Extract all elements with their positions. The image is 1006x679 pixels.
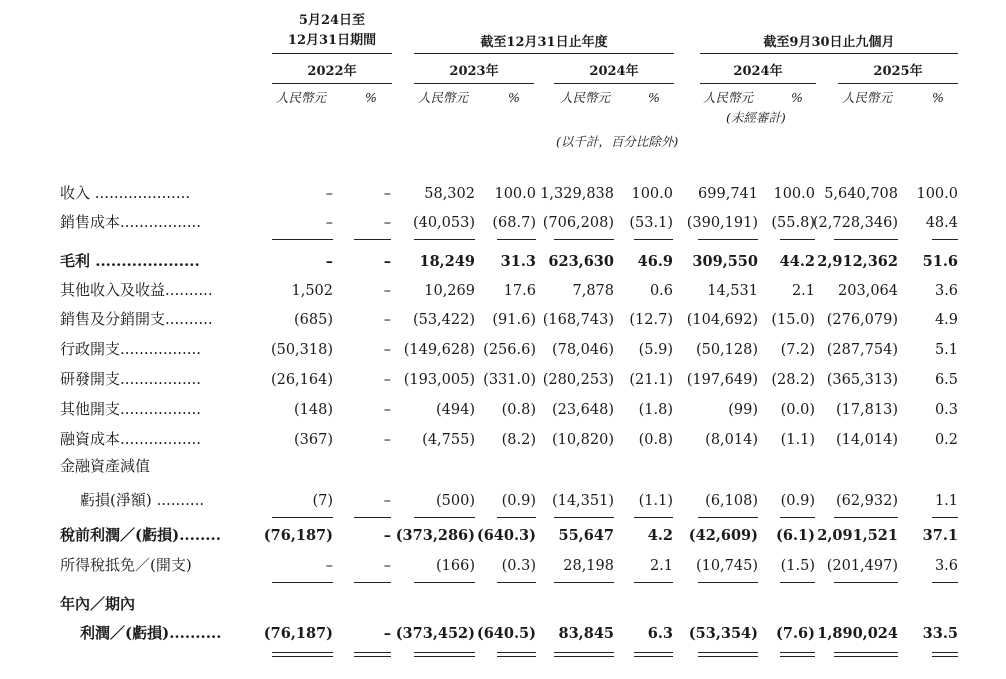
cell-value: 18,249 [419,253,475,270]
cell-value: 0.3 [934,402,958,418]
cell-value: (0.0) [780,402,815,418]
unit-label-9: 人民幣元 [842,90,893,105]
rule-year-2025-9m [838,83,958,84]
unit-note: (以千計，百分比除外) [556,134,679,149]
cell-value: 44.2 [779,253,815,270]
cell-value: (91.6) [492,312,536,328]
year-2023: 2023年 [449,64,499,79]
row-label: 收入 .................... [60,184,191,202]
cell-value: (331.0) [483,372,536,388]
rule-9m-group [700,53,958,54]
cell-value: (640.3) [476,527,536,544]
single-rule [780,239,815,240]
unit-label-7: 人民幣元 [703,90,754,105]
cell-value: – [383,342,391,358]
single-rule [780,582,815,583]
cell-value: (4,755) [422,432,475,448]
single-rule [554,517,614,518]
cell-value: – [383,527,391,544]
cell-value: 623,630 [548,253,614,270]
cell-value: 28,198 [563,558,614,574]
cell-value: – [325,186,333,202]
double-rule [354,652,391,657]
cell-value: (276,079) [826,312,898,328]
cell-value: – [383,253,391,270]
cell-value: (104,692) [686,312,758,328]
cell-value: (166) [436,558,475,574]
cell-value: (0.9) [501,493,536,509]
single-rule [698,517,758,518]
cell-value: (76,187) [263,625,333,642]
cell-value: (53,354) [688,625,758,642]
single-rule [698,239,758,240]
single-rule [272,239,333,240]
cell-value: 7,878 [572,283,614,299]
unit-label-8: % [791,90,803,105]
cell-value: 0.2 [934,432,958,448]
single-rule [780,517,815,518]
row-label: 研發開支................. [60,370,202,388]
cell-value: (280,253) [542,372,614,388]
cell-value: (1.8) [638,402,673,418]
cell-value: – [383,215,391,231]
single-rule [634,582,673,583]
cell-value: (7.2) [780,342,815,358]
cell-value: 83,845 [558,625,614,642]
cell-value: (0.8) [638,432,673,448]
cell-value: 14,531 [707,283,758,299]
row-label: 銷售及分銷開支.......... [60,310,213,328]
cell-value: – [383,312,391,328]
cell-value: (197,649) [686,372,758,388]
double-rule [698,652,758,657]
cell-value: – [383,402,391,418]
double-rule [414,652,475,657]
year-2024-9m: 2024年 [733,64,783,79]
single-rule [354,582,391,583]
cell-value: (706,208) [542,215,614,231]
single-rule [272,582,333,583]
cell-value: (53.1) [629,215,673,231]
cell-value: (14,351) [551,493,614,509]
cell-value: (373,452) [395,625,475,642]
cell-value: (53,422) [412,312,475,328]
cell-value: (62,932) [835,493,898,509]
cell-value: 0.6 [649,283,673,299]
cell-value: (367) [294,432,333,448]
cell-value: 2.1 [649,558,673,574]
cell-value: (149,628) [403,342,475,358]
rule-year-2024-fy [554,83,674,84]
cell-value: (0.9) [780,493,815,509]
period-2022-line1: 5月24日至 [298,13,366,28]
cell-value: (373,286) [395,527,475,544]
cell-value: (1.1) [780,432,815,448]
rule-2022-period [272,53,392,54]
single-rule [354,517,391,518]
cell-value: (1.1) [638,493,673,509]
cell-value: (365,313) [826,372,898,388]
cell-value: 46.9 [637,253,673,270]
cell-value: (0.3) [501,558,536,574]
row-label: 金融資產減值 [60,457,151,475]
single-rule [634,517,673,518]
cell-value: 37.1 [922,527,958,544]
cell-value: (287,754) [826,342,898,358]
single-rule [554,582,614,583]
row-label: 稅前利潤／(虧損)........ [60,526,221,544]
single-rule [414,582,475,583]
cell-value: 33.5 [922,625,958,642]
cell-value: (1.5) [780,558,815,574]
row-label: 利潤／(虧損).......... [80,624,222,642]
cell-value: (17,813) [835,402,898,418]
row-label: 毛利 .................... [60,252,200,270]
cell-value: (5.9) [638,342,673,358]
double-rule [932,652,958,657]
single-rule [497,517,536,518]
cell-value: 309,550 [692,253,758,270]
cell-value: 2,912,362 [817,253,898,270]
cell-value: (8,014) [705,432,758,448]
single-rule [414,517,475,518]
period-2022-line2: 12月31日期間 [287,33,377,48]
cell-value: (76,187) [263,527,333,544]
group-fy-heading: 截至12月31日止年度 [480,35,608,50]
row-label: 行政開支................. [60,340,202,358]
cell-value: – [325,215,333,231]
cell-value: 1,890,024 [817,625,898,642]
cell-value: – [383,625,391,642]
group-9m-heading: 截至9月30日止九個月 [763,35,895,50]
cell-value: (640.5) [476,625,536,642]
cell-value: 55,647 [558,527,614,544]
cell-value: 1,502 [291,283,333,299]
cell-value: – [383,372,391,388]
row-label: 虧損(淨額) .......... [80,491,205,509]
cell-value: – [383,493,391,509]
cell-value: (23,648) [551,402,614,418]
cell-value: (8.2) [501,432,536,448]
cell-value: (7) [312,493,333,509]
single-rule [272,517,333,518]
cell-value: 100.0 [916,186,958,202]
rule-year-2023 [414,83,534,84]
unit-label-10: % [932,90,944,105]
row-label: 銷售成本................. [60,213,202,231]
rule-fy-group [414,53,674,54]
cell-value: (68.7) [492,215,536,231]
year-2022: 2022年 [307,64,357,79]
unit-label-1: 人民幣元 [276,90,327,105]
cell-value: – [383,283,391,299]
double-rule [634,652,673,657]
row-label: 其他收入及收益.......... [60,281,213,299]
cell-value: (0.8) [501,402,536,418]
single-rule [634,239,673,240]
cell-value: (494) [436,402,475,418]
cell-value: (193,005) [403,372,475,388]
cell-value: – [325,558,333,574]
double-rule [780,652,815,657]
cell-value: 17.6 [503,283,536,299]
single-rule [497,582,536,583]
cell-value: (10,820) [551,432,614,448]
cell-value: 100.0 [773,186,815,202]
rule-year-2022 [272,83,392,84]
cell-value: 699,741 [698,186,758,202]
cell-value: 100.0 [631,186,673,202]
cell-value: (42,609) [688,527,758,544]
single-rule [354,239,391,240]
single-rule [932,239,958,240]
cell-value: – [383,186,391,202]
single-rule [932,517,958,518]
cell-value: (390,191) [686,215,758,231]
cell-value: 4.9 [934,312,958,328]
single-rule [414,239,475,240]
row-label: 融資成本................. [60,430,202,448]
cell-value: (15.0) [771,312,815,328]
cell-value: 31.3 [500,253,536,270]
cell-value: 1.1 [934,493,958,509]
cell-value: – [383,558,391,574]
cell-value: 51.6 [922,253,958,270]
cell-value: 1,329,838 [540,186,614,202]
cell-value: 2,091,521 [817,527,898,544]
single-rule [834,582,898,583]
row-label: 所得稅抵免／(開支) [60,556,192,574]
cell-value: (50,128) [695,342,758,358]
single-rule [834,239,898,240]
cell-value: 58,302 [424,186,475,202]
cell-value: 48.4 [925,215,958,231]
cell-value: 5.1 [934,342,958,358]
cell-value: (28.2) [771,372,815,388]
cell-value: (500) [436,493,475,509]
unit-label-4: % [508,90,520,105]
cell-value: 3.6 [934,283,958,299]
cell-value: (78,046) [551,342,614,358]
cell-value: (12.7) [629,312,673,328]
cell-value: (168,743) [542,312,614,328]
unaudited-note: (未經審計) [726,110,786,125]
row-label: 年內／期內 [60,595,136,613]
row-label: 其他開支................. [60,400,202,418]
cell-value: – [383,432,391,448]
rule-year-2024-9m [700,83,816,84]
unit-label-5: 人民幣元 [560,90,611,105]
cell-value: 203,064 [838,283,898,299]
cell-value: 6.5 [934,372,958,388]
cell-value: 6.3 [647,625,673,642]
cell-value: (55.8) [771,215,815,231]
cell-value: (99) [728,402,758,418]
unit-label-3: 人民幣元 [418,90,469,105]
cell-value: 5,640,708 [824,186,898,202]
cell-value: – [325,253,333,270]
cell-value: (26,164) [270,372,333,388]
cell-value: (201,497) [826,558,898,574]
unit-label-6: % [648,90,660,105]
cell-value: (6,108) [705,493,758,509]
double-rule [272,652,333,657]
cell-value: (14,014) [835,432,898,448]
unit-label-2: % [365,90,377,105]
cell-value: (10,745) [695,558,758,574]
double-rule [497,652,536,657]
cell-value: (40,053) [412,215,475,231]
cell-value: (50,318) [270,342,333,358]
cell-value: 3.6 [934,558,958,574]
cell-value: (685) [294,312,333,328]
year-2024-fy: 2024年 [589,64,639,79]
cell-value: (21.1) [629,372,673,388]
cell-value: 2.1 [791,283,815,299]
double-rule [554,652,614,657]
cell-value: 100.0 [494,186,536,202]
cell-value: (256.6) [483,342,536,358]
cell-value: 10,269 [424,283,475,299]
cell-value: (2,728,346) [812,215,898,231]
single-rule [497,239,536,240]
single-rule [932,582,958,583]
double-rule [834,652,898,657]
cell-value: (148) [294,402,333,418]
single-rule [698,582,758,583]
cell-value: (7.6) [776,625,815,642]
cell-value: (6.1) [776,527,815,544]
single-rule [554,239,614,240]
year-2025-9m: 2025年 [873,64,923,79]
single-rule [834,517,898,518]
cell-value: 4.2 [647,527,673,544]
